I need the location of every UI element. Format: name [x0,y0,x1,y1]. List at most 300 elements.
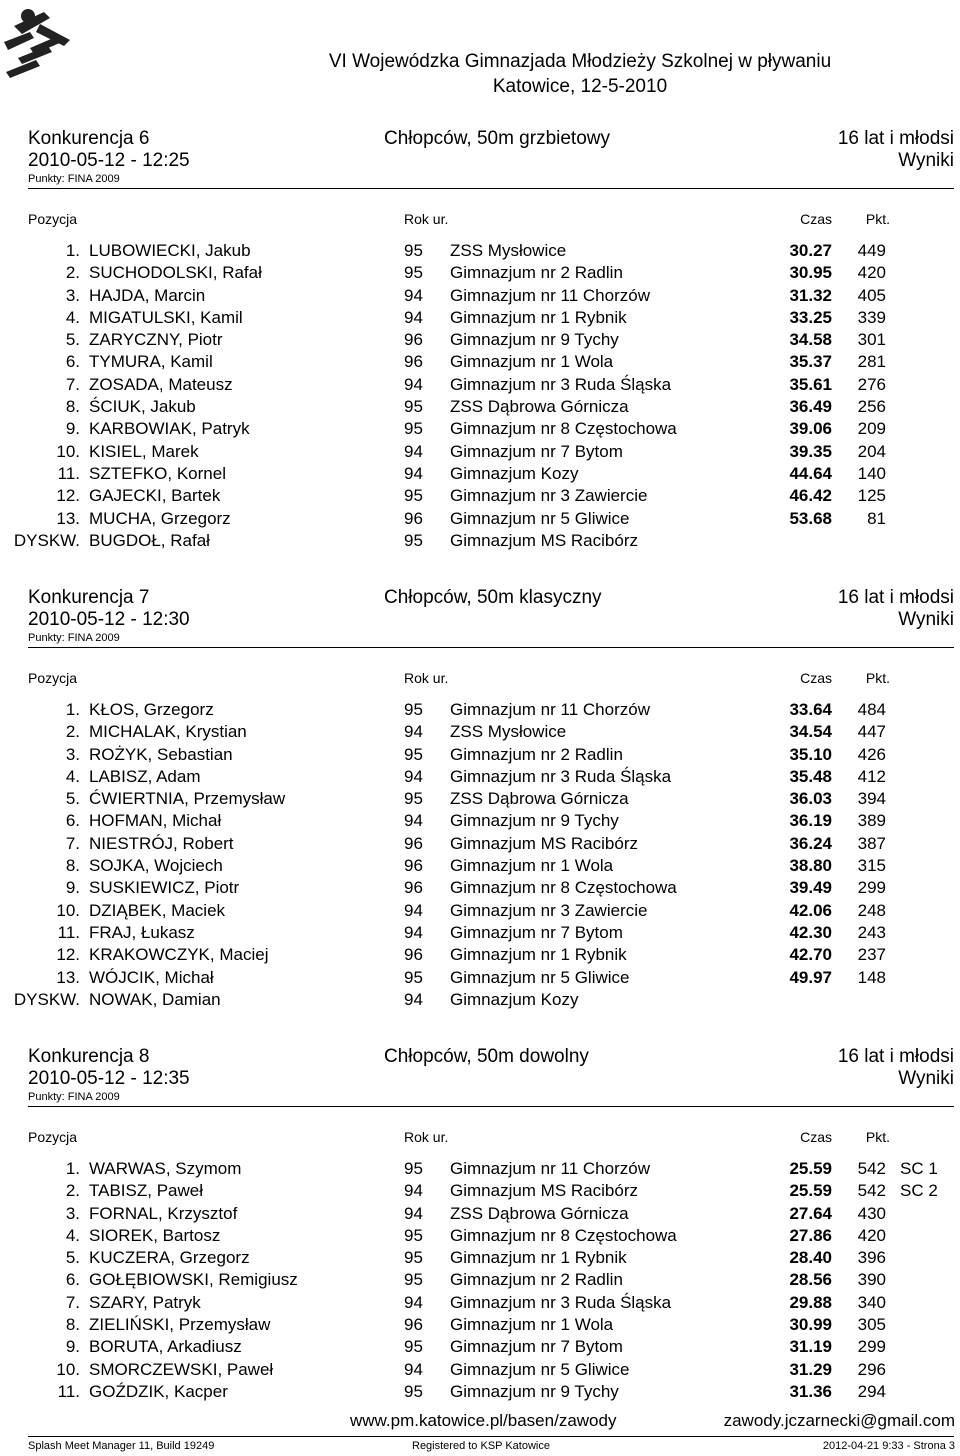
result-time: 28.40 [789,1248,832,1268]
result-position: 9. [65,419,80,439]
club-name: ZSS Dąbrowa Górnicza [450,1203,629,1223]
meet-title: VI Wojewódzka Gimnazjada Młodzieży Szkolnej w pływaniu [328,51,832,72]
result-position: 3. [65,744,80,764]
swimmer-name: BORUTA, Arkadiusz [89,1337,242,1357]
birth-year: 96 [404,833,423,853]
result-points: 420 [857,263,886,283]
result-position: 9. [65,1337,80,1357]
club-name: Gimnazjum nr 1 Rybnik [450,1248,627,1268]
birth-year: 94 [404,900,423,920]
result-time: 31.19 [789,1337,832,1357]
birth-year: 94 [404,1292,423,1312]
club-name: Gimnazjum nr 8 Częstochowa [450,1225,677,1245]
birth-year: 95 [404,263,423,283]
result-points: 301 [857,330,886,350]
result-points: 420 [857,1225,886,1245]
table-row [0,441,960,463]
result-position: DYSKW. [13,530,80,550]
swimmer-name: WARWAS, Szymom [89,1159,242,1178]
result-points: 542 [857,1181,886,1201]
result-time: 34.58 [789,330,832,350]
result-time: 28.56 [789,1270,832,1290]
club-name: ZSS Dąbrowa Górnicza [450,397,629,417]
table-row [0,699,960,721]
table-row [0,418,960,440]
result-points: 430 [857,1203,886,1223]
club-name: Gimnazjum nr 2 Radlin [450,1270,623,1290]
club-name: Gimnazjum nr 7 Bytom [450,441,623,461]
result-time: 33.64 [789,700,832,719]
club-name: Gimnazjum nr 1 Rybnik [450,945,627,965]
column-header-time: Czas [800,1129,832,1145]
footer-website: www.pm.katowice.pl/basen/zawody [350,1411,617,1430]
birth-year: 94 [404,441,423,461]
result-time: 35.48 [789,766,832,786]
birth-year: 95 [404,419,423,439]
result-position: 7. [65,374,80,394]
event-number: Konkurencja 6 [28,128,150,149]
swimmer-name: GOŁĘBIOWSKI, Remigiusz [89,1270,298,1290]
club-name: Gimnazjum nr 11 Chorzów [450,700,650,719]
table-row [0,240,960,262]
swimmer-name: TYMURA, Kamil [89,352,213,372]
swimmer-name: TABISZ, Paweł [89,1181,203,1201]
swimmer-logo-icon [0,2,86,78]
table-row [0,351,960,373]
birth-year: 94 [404,374,423,394]
result-position: 2. [65,263,80,283]
swimmer-name: MUCHA, Grzegorz [89,508,231,528]
event-datetime: 2010-05-12 - 12:35 [28,1068,190,1089]
club-name: Gimnazjum MS Racibórz [450,1181,638,1201]
club-name: Gimnazjum MS Racibórz [450,833,638,853]
table-row [0,1247,960,1269]
result-position: 3. [65,285,80,305]
table-row [0,900,960,922]
birth-year: 95 [404,1337,423,1357]
result-time: 39.35 [789,441,832,461]
result-time: 35.61 [789,374,832,394]
swimmer-name: HOFMAN, Michał [89,811,222,831]
result-position: 7. [65,833,80,853]
column-header-points: Pkt. [865,211,890,227]
club-name: Gimnazjum nr 11 Chorzów [450,285,650,305]
swimmer-name: SZTEFKO, Kornel [89,463,226,483]
table-row [0,1269,960,1291]
result-points: 484 [857,700,886,719]
swimmer-name: FRAJ, Łukasz [89,922,195,942]
table-row [0,721,960,743]
result-points: 405 [857,285,886,305]
column-header-time: Czas [800,211,832,227]
birth-year: 94 [404,463,423,483]
table-row [0,944,960,966]
result-points: 140 [857,463,886,483]
club-name: Gimnazjum nr 8 Częstochowa [450,878,677,898]
column-header-position: Pozycja [28,670,78,686]
swimmer-name: ZOSADA, Mateusz [89,374,233,394]
table-row [0,396,960,418]
result-position: 4. [65,766,80,786]
divider [28,188,954,189]
result-time: 39.49 [789,878,832,898]
club-name: Gimnazjum nr 8 Częstochowa [450,419,677,439]
birth-year: 94 [404,307,423,327]
column-header-year: Rok ur. [404,1129,449,1145]
table-row [0,922,960,944]
result-time: 39.06 [789,419,832,439]
swimmer-name: KARBOWIAK, Patryk [89,419,250,439]
column-header-year: Rok ur. [404,670,449,686]
swimmer-name: KŁOS, Grzegorz [89,700,214,719]
table-row [0,744,960,766]
club-name: Gimnazjum nr 9 Tychy [450,330,619,350]
table-row [0,262,960,284]
event-konkurencja-6 [0,128,960,558]
club-name: Gimnazjum nr 2 Radlin [450,744,623,764]
column-header-points: Pkt. [865,1129,890,1145]
points-table-label: Punkty: FINA 2009 [28,1091,120,1103]
swimmer-name: FORNAL, Krzysztof [89,1203,238,1223]
event-title: Chłopców, 50m grzbietowy [384,128,610,149]
result-time: 27.86 [789,1225,832,1245]
result-time: 25.59 [789,1159,832,1178]
birth-year: 95 [404,1159,423,1178]
table-row [0,485,960,507]
points-table-label: Punkty: FINA 2009 [28,173,120,185]
result-time: 38.80 [789,856,832,876]
result-position: 13. [56,967,80,987]
result-points: 340 [857,1292,886,1312]
swimmer-name: KRAKOWCZYK, Maciej [89,945,269,965]
result-points: 204 [857,441,886,461]
result-position: 12. [56,945,80,965]
column-header-year: Rok ur. [404,211,449,227]
table-row [0,285,960,307]
result-points: 281 [857,352,886,372]
result-position: 5. [65,1248,80,1268]
club-name: Gimnazjum nr 9 Tychy [450,1381,619,1401]
table-row [0,766,960,788]
club-name: Gimnazjum nr 3 Zawiercie [450,486,648,506]
birth-year: 95 [404,486,423,506]
divider [28,1436,954,1437]
table-row [0,1158,960,1180]
table-row [0,1225,960,1247]
result-position: 10. [56,1359,80,1379]
table-row [0,1381,960,1403]
swimmer-name: MIGATULSKI, Kamil [89,307,243,327]
result-points: 389 [857,811,886,831]
club-name: Gimnazjum Kozy [450,989,579,1009]
divider [28,647,954,648]
result-points: 390 [857,1270,886,1290]
birth-year: 94 [404,811,423,831]
result-points: 243 [857,922,886,942]
result-time: 46.42 [789,486,832,506]
result-points: 412 [857,766,886,786]
result-points: 125 [857,486,886,506]
result-position: 10. [56,441,80,461]
swimmer-name: DZIĄBEK, Maciek [89,900,226,920]
club-name: Gimnazjum nr 7 Bytom [450,922,623,942]
event-datetime: 2010-05-12 - 12:30 [28,609,190,630]
column-header-time: Czas [800,670,832,686]
swimmer-name: GAJECKI, Bartek [89,486,221,506]
table-row [0,1180,960,1202]
birth-year: 96 [404,352,423,372]
result-time: 31.36 [789,1381,832,1401]
swimmer-name: BUGDOŁ, Rafał [89,530,210,550]
record-mark: SC 1 [900,1159,938,1178]
footer-registered: Registered to KSP Katowice [412,1440,550,1452]
table-row [0,329,960,351]
swimmer-name: NIESTRÓJ, Robert [89,833,234,853]
result-position: 4. [65,307,80,327]
birth-year: 94 [404,1203,423,1223]
birth-year: 95 [404,700,423,719]
table-row [0,307,960,329]
result-time: 36.49 [789,397,832,417]
result-points: 81 [867,508,886,528]
birth-year: 95 [404,967,423,987]
swimmer-name: ROŻYK, Sebastian [89,744,233,764]
swimmer-name: SIOREK, Bartosz [89,1225,221,1245]
result-points: 237 [857,945,886,965]
result-position: 1. [65,700,80,719]
swimmer-name: SUSKIEWICZ, Piotr [89,878,240,898]
result-time: 36.24 [789,833,832,853]
birth-year: 94 [404,722,423,742]
result-position: 6. [65,1270,80,1290]
result-time: 42.06 [789,900,832,920]
swimmer-name: SZARY, Patryk [89,1292,201,1312]
table-row [0,833,960,855]
result-points: 315 [857,856,886,876]
club-name: Gimnazjum nr 9 Tychy [450,811,619,831]
result-points: 449 [857,241,886,260]
swimmer-name: GOŹDZIK, Kacper [89,1381,228,1401]
result-time: 31.32 [789,285,832,305]
meet-location-date: Katowice, 12-5-2010 [492,76,668,97]
table-row [0,1203,960,1225]
swimmer-name: KUCZERA, Grzegorz [89,1248,250,1268]
result-position: 11. [57,463,80,483]
club-name: Gimnazjum nr 1 Wola [450,352,614,372]
result-time: 49.97 [789,967,832,987]
swimmer-name: MICHALAK, Krystian [89,722,247,742]
result-position: 11. [57,922,80,942]
results-label: Wyniki [898,609,954,630]
birth-year: 94 [404,766,423,786]
table-row [0,877,960,899]
table-row [0,1292,960,1314]
footer-printed: 2012-04-21 9:33 - Strona 3 [822,1440,955,1452]
result-position: 8. [65,397,80,417]
result-points: 296 [857,1359,886,1379]
swimmer-name: SOJKA, Wojciech [89,856,223,876]
club-name: Gimnazjum nr 3 Zawiercie [450,900,648,920]
event-title: Chłopców, 50m klasyczny [384,587,602,608]
table-row [0,788,960,810]
result-points: 542 [857,1159,886,1178]
birth-year: 95 [404,1225,423,1245]
result-points: 248 [857,900,886,920]
table-row [0,989,960,1011]
swimmer-name: WÓJCIK, Michał [89,967,214,987]
footer-email: zawody.jczarnecki@gmail.com [723,1411,955,1430]
result-time: 53.68 [789,508,832,528]
result-points: 426 [857,744,886,764]
event-age-group: 16 lat i młodsi [837,587,954,608]
club-name: Gimnazjum nr 5 Gliwice [450,1359,630,1379]
result-time: 44.64 [789,463,832,483]
swimmer-name: ĆWIERTNIA, Przemysław [89,789,286,809]
result-position: 2. [65,722,80,742]
birth-year: 96 [404,330,423,350]
birth-year: 95 [404,744,423,764]
event-datetime: 2010-05-12 - 12:25 [28,150,190,171]
result-points: 394 [857,789,886,809]
birth-year: 95 [404,1270,423,1290]
result-points: 294 [857,1381,886,1401]
result-points: 148 [857,967,886,987]
birth-year: 94 [404,285,423,305]
result-position: 6. [65,352,80,372]
result-time: 31.29 [789,1359,832,1379]
birth-year: 96 [404,856,423,876]
club-name: Gimnazjum nr 3 Ruda Śląska [450,374,672,394]
table-row [0,1314,960,1336]
birth-year: 96 [404,508,423,528]
club-name: ZSS Dąbrowa Górnicza [450,789,629,809]
result-position: 13. [56,508,80,528]
result-position: 2. [65,1181,80,1201]
result-position: 11. [57,1381,80,1401]
result-position: DYSKW. [13,989,80,1009]
result-time: 30.99 [789,1315,832,1335]
result-position: 6. [65,811,80,831]
birth-year: 96 [404,1315,423,1335]
divider [28,1106,954,1107]
table-row [0,374,960,396]
table-row [0,530,960,552]
result-time: 30.95 [789,263,832,283]
result-position: 5. [65,330,80,350]
club-name: Gimnazjum nr 7 Bytom [450,1337,623,1357]
event-konkurencja-8 [0,1046,960,1406]
column-header-position: Pozycja [28,211,78,227]
club-name: Gimnazjum nr 5 Gliwice [450,508,630,528]
column-header-position: Pozycja [28,1129,78,1145]
result-points: 276 [857,374,886,394]
event-title: Chłopców, 50m dowolny [384,1046,589,1067]
birth-year: 95 [404,397,423,417]
results-label: Wyniki [898,150,954,171]
result-time: 27.64 [789,1203,832,1223]
result-position: 1. [65,241,80,260]
column-header-points: Pkt. [865,670,890,686]
result-points: 396 [857,1248,886,1268]
event-konkurencja-7 [0,587,960,1017]
swimmer-name: HAJDA, Marcin [89,285,206,305]
results-table [0,699,960,1011]
club-name: ZSS Mysłowice [450,722,567,742]
birth-year: 94 [404,1359,423,1379]
club-name: Gimnazjum nr 3 Ruda Śląska [450,766,672,786]
club-name: Gimnazjum nr 5 Gliwice [450,967,630,987]
result-time: 42.30 [789,922,832,942]
table-row [0,1359,960,1381]
result-time: 30.27 [789,241,832,260]
club-name: ZSS Mysłowice [450,241,567,260]
result-time: 42.70 [789,945,832,965]
club-name: Gimnazjum nr 11 Chorzów [450,1159,650,1178]
swimmer-name: KISIEL, Marek [89,441,199,461]
table-row [0,1336,960,1358]
club-name: Gimnazjum MS Racibórz [450,530,638,550]
result-points: 447 [857,722,886,742]
birth-year: 94 [404,1181,423,1201]
result-position: 5. [65,789,80,809]
result-position: 8. [65,1315,80,1335]
result-position: 7. [65,1292,80,1312]
result-points: 209 [857,419,886,439]
table-row [0,508,960,530]
footer-software: Splash Meet Manager 11, Build 19249 [28,1440,215,1452]
swimmer-name: ŚCIUK, Jakub [89,397,196,417]
club-name: Gimnazjum Kozy [450,463,579,483]
table-row [0,967,960,989]
results-label: Wyniki [898,1068,954,1089]
event-age-group: 16 lat i młodsi [837,1046,954,1067]
club-name: Gimnazjum nr 1 Wola [450,856,614,876]
birth-year: 95 [404,789,423,809]
result-position: 8. [65,856,80,876]
result-points: 339 [857,307,886,327]
result-time: 36.03 [789,789,832,809]
birth-year: 94 [404,989,423,1009]
record-mark: SC 2 [900,1181,938,1201]
result-time: 35.37 [789,352,832,372]
club-name: Gimnazjum nr 1 Wola [450,1315,614,1335]
club-name: Gimnazjum nr 1 Rybnik [450,307,627,327]
table-row [0,463,960,485]
birth-year: 95 [404,1248,423,1268]
table-row [0,855,960,877]
result-points: 299 [857,1337,886,1357]
birth-year: 96 [404,878,423,898]
swimmer-name: SUCHODOLSKI, Rafał [89,263,262,283]
swimmer-name: SMORCZEWSKI, Paweł [89,1359,274,1379]
birth-year: 95 [404,530,423,550]
result-time: 36.19 [789,811,832,831]
result-position: 3. [65,1203,80,1223]
result-time: 35.10 [789,744,832,764]
event-number: Konkurencja 7 [28,587,150,608]
result-time: 34.54 [789,722,832,742]
result-position: 1. [65,1159,80,1178]
birth-year: 94 [404,922,423,942]
points-table-label: Punkty: FINA 2009 [28,632,120,644]
result-points: 387 [857,833,886,853]
results-table [0,1158,960,1403]
result-position: 12. [56,486,80,506]
result-position: 10. [56,900,80,920]
swimmer-name: ZARYCZNY, Piotr [89,330,223,350]
swimmer-name: LABISZ, Adam [89,766,201,786]
result-position: 4. [65,1225,80,1245]
